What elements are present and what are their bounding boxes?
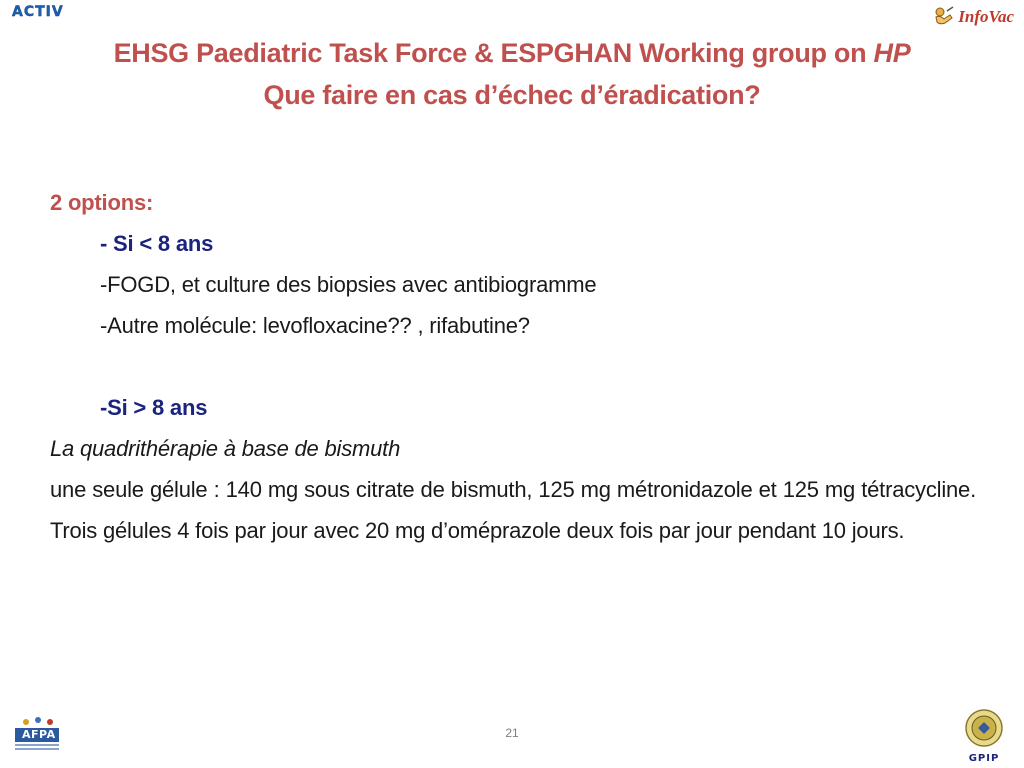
slide-title (20, 32, 1004, 116)
title-line-2: Que faire en cas d’échec d’éradication? (263, 80, 761, 110)
under8-item-fogd: -FOGD, et culture des biopsies avec antibiogramme (100, 272, 597, 297)
under8-heading: - Si < 8 ans (100, 231, 214, 256)
slide-body (50, 182, 976, 551)
gpip-logo (962, 708, 1006, 764)
title-line-1-text: EHSG Paediatric Task Force & ESPGHAN Working group on (113, 38, 874, 68)
gpip-logo-text: GPIP (968, 753, 1000, 764)
infovac-logo (932, 4, 1014, 30)
options-heading: 2 options: (50, 190, 154, 215)
spacer (50, 346, 976, 387)
page-number: 21 (505, 726, 519, 740)
afpa-logo-text: AFPA (22, 728, 56, 741)
under8-item-molecule: -Autre molécule: levofloxacine?? , rifabutine? (100, 313, 530, 338)
over8-paragraph: une seule gélule : 140 mg sous citrate de bismuth, 125 mg métronidazole et 125 mg tétracycline. Trois gélules 4 fois par jour avec 20 mg d’oméprazole deux fois par jour pendant 10 jours. (50, 477, 976, 543)
over8-subtitle: La quadrithérapie à base de bismuth (50, 436, 401, 461)
over8-heading: -Si > 8 ans (100, 395, 208, 420)
infovac-figure-icon (932, 5, 956, 29)
title-line-1-italic: HP (873, 38, 911, 68)
gpip-emblem-icon (964, 708, 1004, 748)
title-line-1 (20, 32, 1004, 74)
activ-logo: ACTIV (12, 4, 64, 20)
infovac-logo-text: InfoVac (958, 7, 1014, 26)
